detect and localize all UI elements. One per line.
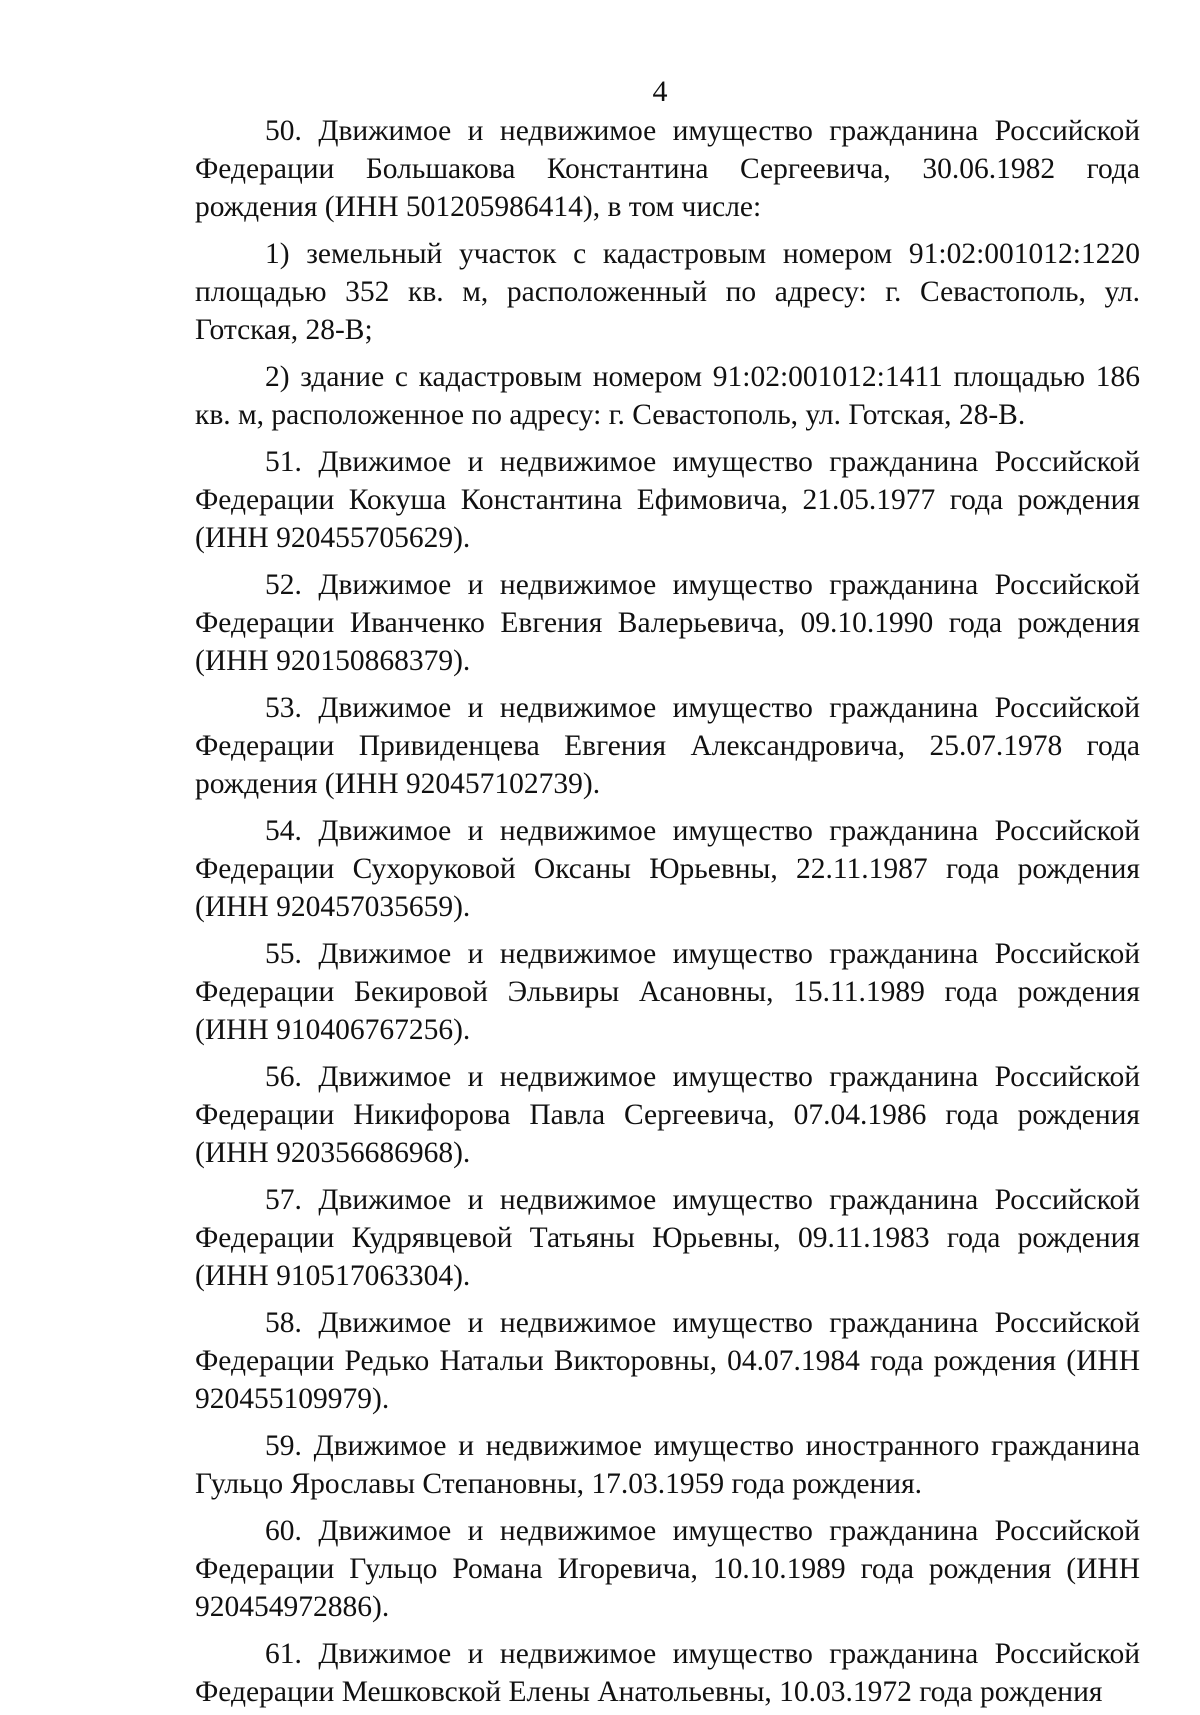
paragraph-item-61: 61. Движимое и недвижимое имущество гражданина Российской Федерации Мешковской Елены Анатольевны, 10.03.1972 года рождения xyxy=(195,1638,1140,1708)
page-number: 4 xyxy=(652,75,668,108)
paragraph-item-59: 59. Движимое и недвижимое имущество иностранного гражданина Гульцо Ярославы Степановны, 17.03.1959 года рождения. xyxy=(195,1430,1140,1500)
paragraph-item-54: 54. Движимое и недвижимое имущество гражданина Российской Федерации Сухоруковой Оксаны Юрьевны, 22.11.1987 года рождения (ИНН 920457035659). xyxy=(195,815,1140,923)
paragraph-item-50: 50. Движимое и недвижимое имущество гражданина Российской Федерации Большакова Константина Сергеевича, 30.06.1982 года рождения (ИНН 501205986414), в том числе: xyxy=(195,115,1140,223)
paragraph-item-58: 58. Движимое и недвижимое имущество гражданина Российской Федерации Редько Натальи Викторовны, 04.07.1984 года рождения (ИНН 920455109979). xyxy=(195,1307,1140,1415)
paragraph-item-52: 52. Движимое и недвижимое имущество гражданина Российской Федерации Иванченко Евгения Валерьевича, 09.10.1990 года рождения (ИНН 920150868379). xyxy=(195,569,1140,677)
paragraph-item-51: 51. Движимое и недвижимое имущество гражданина Российской Федерации Кокуша Константина Ефимовича, 21.05.1977 года рождения (ИНН 920455705629). xyxy=(195,446,1140,554)
paragraph-item-50-subitem-2: 2) здание с кадастровым номером 91:02:001012:1411 площадью 186 кв. м, расположенное по адресу: г. Севастополь, ул. Готская, 28-В. xyxy=(195,361,1140,431)
paragraph-item-56: 56. Движимое и недвижимое имущество гражданина Российской Федерации Никифорова Павла Сергеевича, 07.04.1986 года рождения (ИНН 920356686968). xyxy=(195,1061,1140,1169)
paragraph-item-55: 55. Движимое и недвижимое имущество гражданина Российской Федерации Бекировой Эльвиры Асановны, 15.11.1989 года рождения (ИНН 910406767256). xyxy=(195,938,1140,1046)
paragraph-item-53: 53. Движимое и недвижимое имущество гражданина Российской Федерации Привиденцева Евгения Александровича, 25.07.1978 года рождения (ИНН 920457102739). xyxy=(195,692,1140,800)
paragraph-item-50-subitem-1: 1) земельный участок с кадастровым номером 91:02:001012:1220 площадью 352 кв. м, расположенный по адресу: г. Севастополь, ул. Готская, 28-В; xyxy=(195,238,1140,346)
document-body xyxy=(195,112,1140,1711)
paragraph-item-60: 60. Движимое и недвижимое имущество гражданина Российской Федерации Гульцо Романа Игоревича, 10.10.1989 года рождения (ИНН 920454972886). xyxy=(195,1515,1140,1623)
paragraph-item-57: 57. Движимое и недвижимое имущество гражданина Российской Федерации Кудрявцевой Татьяны Юрьевны, 09.11.1983 года рождения (ИНН 910517063304). xyxy=(195,1184,1140,1292)
